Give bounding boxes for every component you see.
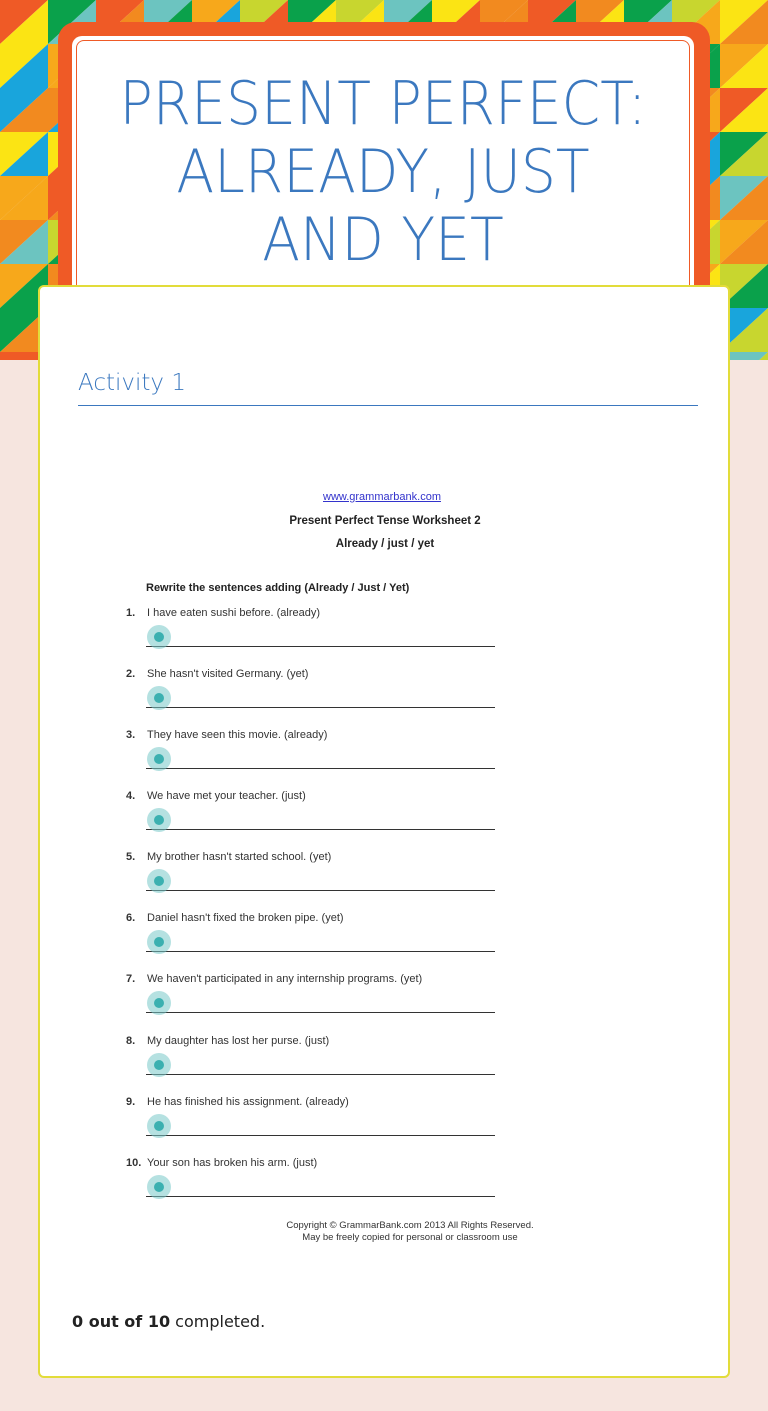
question-text: Daniel hasn't fixed the broken pipe. (yet)	[147, 912, 344, 924]
question-number: 1.	[126, 607, 136, 619]
answer-line	[146, 1074, 495, 1075]
question-8	[126, 1035, 329, 1047]
header-inner	[72, 36, 694, 326]
answer-line	[146, 646, 495, 647]
question-number: 10.	[126, 1157, 142, 1169]
question-number: 2.	[126, 668, 136, 680]
answer-line	[146, 1135, 495, 1136]
progress-suffix: completed.	[170, 1312, 266, 1331]
progress-status	[72, 1312, 265, 1331]
answer-hotspot-8[interactable]	[147, 1053, 171, 1077]
answer-hotspot-1[interactable]	[147, 625, 171, 649]
question-2	[126, 668, 308, 680]
divider	[78, 405, 698, 406]
question-10	[126, 1157, 317, 1169]
answer-line	[146, 768, 495, 769]
question-6	[126, 912, 344, 924]
worksheet-instruction: Rewrite the sentences adding (Already / Just / Yet)	[146, 582, 410, 594]
question-text: My daughter has lost her purse. (just)	[147, 1035, 330, 1047]
answer-hotspot-3[interactable]	[147, 747, 171, 771]
question-text: They have seen this movie. (already)	[147, 729, 328, 741]
worksheet-subtitle: Already / just / yet	[335, 538, 435, 550]
question-4	[126, 790, 306, 802]
header-card	[58, 22, 710, 312]
answer-hotspot-7[interactable]	[147, 991, 171, 1015]
progress-count: 0 out of 10	[72, 1312, 171, 1331]
answer-line	[146, 1196, 495, 1197]
question-number: 5.	[126, 851, 136, 863]
copyright-line: Copyright © GrammarBank.com 2013 All Rights Reserved.	[286, 1220, 534, 1231]
question-text: Your son has broken his arm. (just)	[147, 1157, 318, 1169]
question-number: 6.	[126, 912, 136, 924]
copyright-line: May be freely copied for personal or classroom use	[302, 1232, 518, 1243]
answer-line	[146, 829, 495, 830]
answer-line	[146, 1012, 495, 1013]
question-9	[126, 1096, 349, 1108]
question-3	[126, 729, 327, 741]
copyright	[40, 1220, 730, 1244]
answer-hotspot-10[interactable]	[147, 1175, 171, 1199]
worksheet-url-link[interactable]: www.grammarbank.com	[323, 491, 441, 503]
question-number: 9.	[126, 1096, 136, 1108]
question-number: 4.	[126, 790, 136, 802]
answer-hotspot-5[interactable]	[147, 869, 171, 893]
question-7	[126, 973, 422, 985]
question-text: We haven't participated in any internship programs. (yet)	[147, 973, 423, 985]
worksheet-title: Present Perfect Tense Worksheet 2	[289, 515, 481, 527]
question-5	[126, 851, 331, 863]
activity-title: Activity 1	[78, 370, 186, 396]
question-number: 7.	[126, 973, 136, 985]
page-title: PRESENT PERFECT: ALREADY, JUST AND YET	[119, 69, 647, 275]
question-text: I have eaten sushi before. (already)	[147, 607, 321, 619]
activity-card	[38, 285, 730, 1378]
question-number: 8.	[126, 1035, 136, 1047]
question-number: 3.	[126, 729, 136, 741]
answer-hotspot-4[interactable]	[147, 808, 171, 832]
answer-hotspot-2[interactable]	[147, 686, 171, 710]
question-1	[126, 607, 320, 619]
answer-hotspot-9[interactable]	[147, 1114, 171, 1138]
question-text: He has finished his assignment. (already)	[147, 1096, 349, 1108]
question-text: We have met your teacher. (just)	[147, 790, 306, 802]
answer-line	[146, 707, 495, 708]
question-text: My brother hasn't started school. (yet)	[147, 851, 332, 863]
question-text: She hasn't visited Germany. (yet)	[147, 668, 309, 680]
answer-line	[146, 951, 495, 952]
answer-line	[146, 890, 495, 891]
answer-hotspot-6[interactable]	[147, 930, 171, 954]
